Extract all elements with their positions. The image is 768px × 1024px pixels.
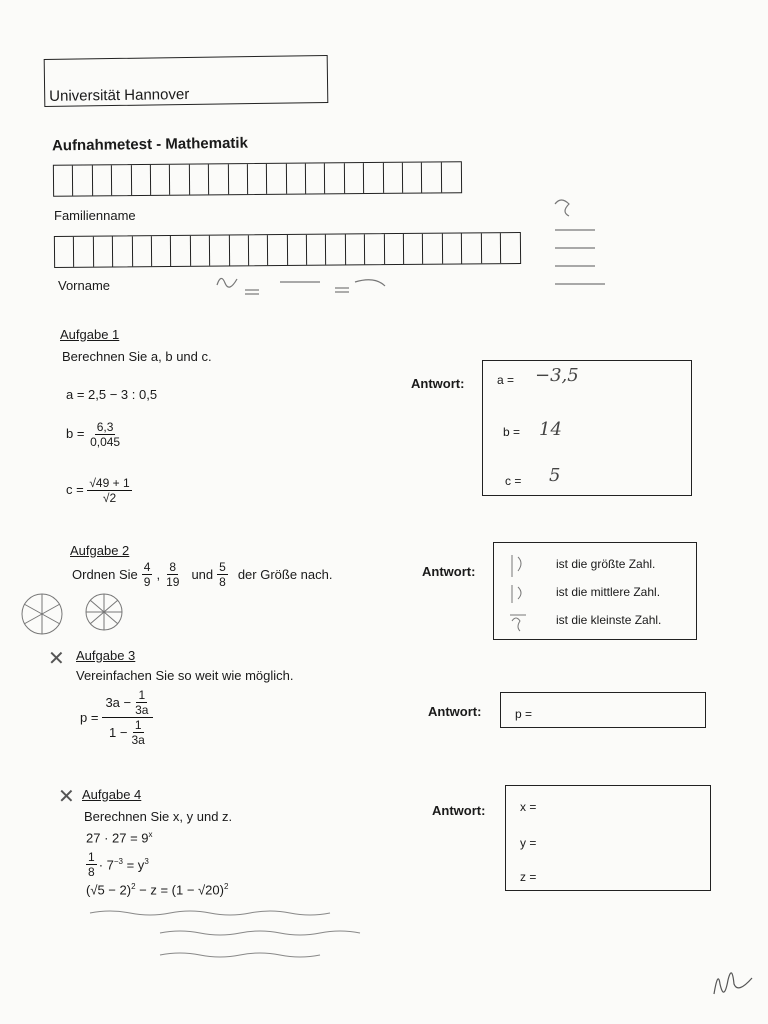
letter-cell[interactable]: [113, 236, 133, 266]
task-1-b-expression: [66, 420, 122, 449]
fraction-5-8: [217, 560, 228, 589]
task-3-title: Aufgabe 3: [76, 648, 136, 663]
task-1-title: Aufgabe 1: [60, 327, 120, 342]
equation-3-right-exponent: 2: [223, 882, 229, 891]
p-bottom-term: 1 −: [109, 725, 128, 740]
task-1-answer-box[interactable]: [482, 360, 692, 496]
letter-cell[interactable]: [93, 165, 113, 195]
p-top-term: 3a −: [105, 695, 132, 710]
task-3-instruction: Vereinfachen Sie so weit wie möglich.: [76, 668, 294, 683]
task-2-answer-label: Antwort:: [422, 564, 476, 579]
equation-1-text: 27 · 27 = 9: [86, 830, 149, 846]
letter-cell[interactable]: [384, 163, 404, 193]
task-2-answer-box[interactable]: [493, 542, 697, 640]
c-denominator: √2: [102, 491, 117, 505]
task-2-text-pre: Ordnen Sie: [72, 567, 138, 582]
answer-c-label: c =: [505, 474, 522, 488]
task-4-answer-box[interactable]: [505, 785, 711, 891]
answer-b-label: b =: [503, 425, 521, 439]
equation-3-left-exponent: 2: [131, 882, 136, 891]
task-2-text-and: und: [191, 567, 214, 582]
answer-a-value[interactable]: −3,5: [535, 365, 579, 386]
task-2-title: Aufgabe 2: [70, 543, 130, 558]
c-numerator: √49 + 1: [89, 476, 130, 490]
fraction-denominator: 3a: [135, 703, 149, 717]
letter-cell[interactable]: [112, 165, 132, 195]
letter-cell[interactable]: [442, 162, 462, 192]
signature-scribble: [708, 964, 758, 1004]
surname-label: Familienname: [54, 208, 136, 223]
task-3-answer-label: Antwort:: [428, 704, 482, 719]
letter-cell[interactable]: [94, 237, 114, 267]
task-3-expression: [80, 688, 153, 747]
answer-z-label: z =: [520, 870, 537, 884]
letter-cell[interactable]: [325, 163, 345, 193]
equation-2-fraction: [86, 850, 97, 879]
b-fraction: [88, 420, 122, 449]
task-1-a-expression: a = 2,5 − 3 : 0,5: [66, 387, 158, 402]
letter-cell[interactable]: [403, 163, 423, 193]
p-bottom-fraction: [129, 718, 146, 747]
task-4-equation-2: [86, 850, 149, 879]
letter-cell[interactable]: [74, 237, 94, 267]
answer-p-label: p =: [515, 707, 533, 721]
equation-1-exponent: x: [148, 830, 153, 839]
c-fraction: [87, 476, 131, 505]
university-name: Universität Hannover: [49, 85, 190, 105]
fraction-4-9: [142, 560, 153, 589]
equation-3-left: (√5 − 2): [86, 882, 132, 898]
task-4-scratch-work: [80, 905, 380, 970]
task-2-instruction: Ordnen Sie $\frac{4}{9}$ , $\frac{8}{19}$ und $\frac{5}{8}$ der Größe nach.: [72, 560, 333, 589]
university-box: [44, 55, 329, 107]
b-numerator: 6,3: [96, 420, 114, 434]
equation-2-rhs-exponent: 3: [144, 856, 149, 866]
p-lhs: p =: [80, 710, 99, 725]
letter-cell[interactable]: [170, 165, 190, 195]
firstname-label: Vorname: [58, 278, 111, 293]
fraction-denominator: 9: [143, 575, 151, 589]
fraction-8-19: [164, 560, 181, 589]
fraction-denominator: 3a: [131, 733, 145, 747]
fraction-numerator: 1: [138, 688, 146, 702]
task-3-cross-mark: ✕: [48, 646, 65, 670]
letter-cell[interactable]: [422, 162, 442, 192]
letter-cell[interactable]: [54, 166, 74, 196]
pie-sketches: [18, 590, 138, 640]
letter-cell[interactable]: [55, 237, 75, 267]
fraction-numerator: 1: [134, 718, 142, 732]
answer-y-label: y =: [520, 836, 537, 850]
fraction-numerator: 1: [88, 850, 95, 864]
scratch-work: [195, 190, 635, 330]
fraction-denominator: 8: [88, 865, 95, 879]
letter-cell[interactable]: [131, 165, 151, 195]
answer-x-label: x =: [520, 800, 537, 814]
fraction-numerator: 5: [219, 560, 226, 574]
b-lhs: b =: [66, 425, 85, 441]
equation-3-right: − z = (1 − √20): [135, 882, 224, 898]
letter-cell[interactable]: [152, 236, 172, 266]
task-1-instruction: Berechnen Sie a, b und c.: [62, 349, 212, 364]
letter-cell[interactable]: [73, 165, 93, 195]
task-4-answer-label: Antwort:: [432, 803, 486, 818]
b-denominator: 0,045: [90, 435, 121, 449]
task-1-c-expression: [66, 476, 132, 505]
fraction-denominator: 8: [219, 575, 226, 589]
letter-cell[interactable]: [345, 163, 365, 193]
answer-largest-label: ist die größte Zahl.: [556, 557, 656, 571]
task-2-text-post: der Größe nach.: [237, 567, 333, 582]
page-title: Aufnahmetest - Mathematik: [51, 134, 248, 155]
equation-2-exponent: −3: [113, 856, 123, 866]
letter-cell[interactable]: [151, 165, 171, 195]
answer-b-value[interactable]: 14: [539, 419, 562, 440]
answer-middle-label: ist die mittlere Zahl.: [556, 585, 661, 599]
answer-c-value[interactable]: 5: [549, 465, 561, 486]
equation-2-rhs: = y: [122, 857, 145, 873]
answer-smallest-label: ist die kleinste Zahl.: [556, 613, 662, 627]
letter-cell[interactable]: [132, 236, 152, 266]
letter-cell[interactable]: [171, 236, 191, 266]
task-3-answer-box[interactable]: [500, 692, 706, 728]
task-4-cross-mark: ✕: [58, 784, 75, 808]
task-4-equation-3: [86, 882, 228, 897]
answer-a-label: a =: [497, 373, 515, 387]
task-4-title: Aufgabe 4: [82, 787, 142, 802]
task-4-instruction: Berechnen Sie x, y und z.: [84, 809, 233, 824]
fraction-numerator: 4: [143, 560, 151, 574]
p-top-fraction: [133, 688, 150, 717]
task-1-answer-label: Antwort:: [411, 376, 465, 391]
answer-handwriting: [502, 547, 542, 637]
c-lhs: c =: [66, 481, 84, 497]
fraction-denominator: 19: [166, 575, 180, 589]
letter-cell[interactable]: [364, 163, 384, 193]
equation-2-base: · 7: [98, 857, 114, 873]
fraction-numerator: 8: [169, 560, 177, 574]
task-4-equation-1: [86, 830, 153, 845]
